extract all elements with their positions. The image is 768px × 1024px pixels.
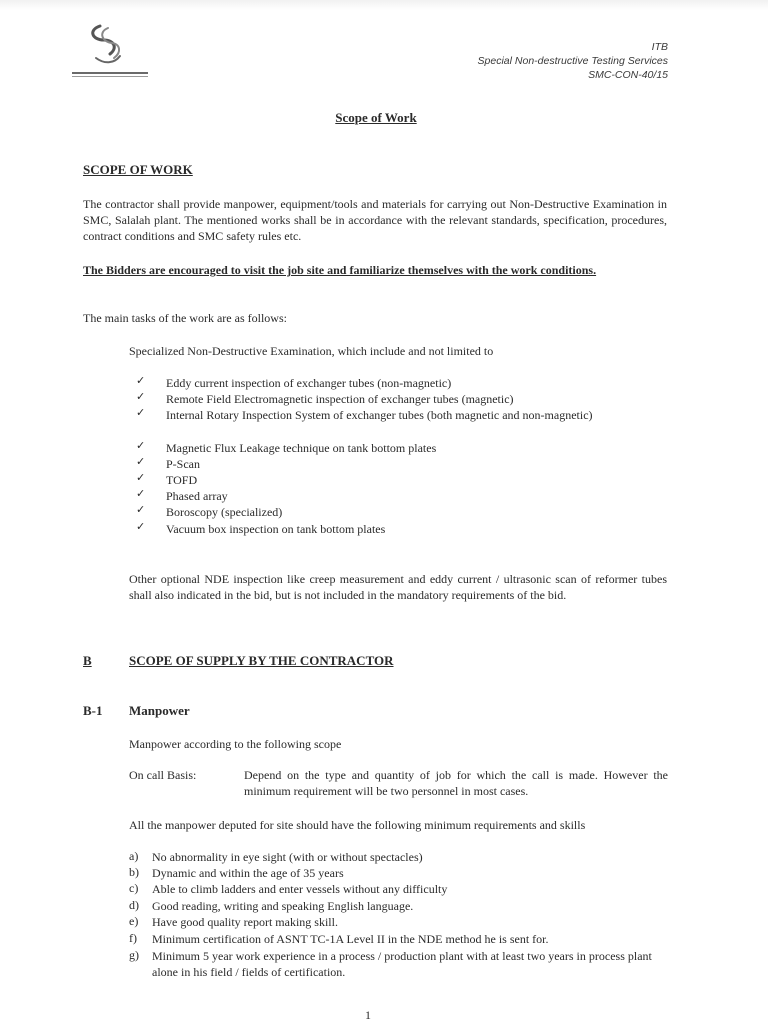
requirement-letter: a) bbox=[129, 849, 139, 863]
requirement-letter: c) bbox=[129, 881, 139, 895]
main-tasks-line: The main tasks of the work are as follows: bbox=[83, 311, 287, 325]
requirement-item: No abnormality in eye sight (with or without spectacles) bbox=[152, 850, 423, 864]
checklist-item: Vacuum box inspection on tank bottom plates bbox=[166, 522, 386, 536]
checklist-item: Phased array bbox=[166, 489, 228, 503]
section-b-title: SCOPE OF SUPPLY BY THE CONTRACTOR bbox=[129, 653, 394, 668]
check-icon: ✓ bbox=[136, 488, 146, 500]
page-number: 1 bbox=[365, 1008, 371, 1022]
section-b1-label: B-1 bbox=[83, 703, 103, 718]
checklist-item: Eddy current inspection of exchanger tubes (non-magnetic) bbox=[166, 376, 452, 390]
requirement-item: Able to climb ladders and enter vessels without any difficulty bbox=[152, 882, 448, 896]
check-icon: ✓ bbox=[136, 472, 146, 484]
check-icon: ✓ bbox=[136, 456, 146, 468]
manpower-intro: Manpower according to the following scope bbox=[129, 737, 342, 751]
document-header bbox=[478, 40, 668, 82]
logo-emblem-icon bbox=[70, 20, 150, 70]
check-icon: ✓ bbox=[136, 407, 146, 419]
header-line-1: ITB bbox=[651, 41, 668, 53]
requirement-letter: b) bbox=[129, 865, 139, 879]
on-call-text: Depend on the type and quantity of job for which the call is made. However the minimum requirement will be two personnel in most cases. bbox=[244, 768, 668, 798]
section-b-label: B bbox=[83, 653, 92, 668]
checklist-item: TOFD bbox=[166, 473, 198, 487]
optional-paragraph: Other optional NDE inspection like creep measurement and eddy current / ultrasonic scan of reformer tubes shall also indicated in the bid, but is not included in the mandatory requirements of the bid. bbox=[129, 572, 667, 602]
checklist-item: Magnetic Flux Leakage technique on tank bottom plates bbox=[166, 441, 437, 455]
section-heading: SCOPE OF WORK bbox=[83, 162, 193, 177]
requirement-letter: f) bbox=[129, 931, 137, 945]
requirement-item: Minimum 5 year work experience in a process / production plant with at least two years in process plant alone in his field / fields of certification. bbox=[152, 949, 652, 979]
check-icon: ✓ bbox=[136, 391, 146, 403]
section-b1-title: Manpower bbox=[129, 703, 190, 718]
check-icon: ✓ bbox=[136, 504, 146, 516]
checklist-item: Remote Field Electromagnetic inspection of exchanger tubes (magnetic) bbox=[166, 392, 514, 406]
on-call-label: On call Basis: bbox=[129, 768, 197, 782]
bidders-note: The Bidders are encouraged to visit the job site and familiarize themselves with the work conditions. bbox=[83, 263, 597, 277]
requirement-item: Have good quality report making skill. bbox=[152, 915, 338, 929]
scan-shadow-band bbox=[0, 0, 768, 10]
check-icon: ✓ bbox=[136, 375, 146, 387]
requirement-item: Minimum certification of ASNT TC-1A Level II in the NDE method he is sent for. bbox=[152, 932, 549, 946]
header-line-3: SMC-CON-40/15 bbox=[588, 69, 668, 81]
checklist-item: P-Scan bbox=[166, 457, 200, 471]
requirements-intro: All the manpower deputed for site should have the following minimum requirements and skills bbox=[129, 818, 586, 832]
requirement-letter: e) bbox=[129, 914, 139, 928]
requirement-item: Dynamic and within the age of 35 years bbox=[152, 866, 344, 880]
header-line-2: Special Non-destructive Testing Services bbox=[477, 55, 668, 67]
page-title: Scope of Work bbox=[335, 110, 417, 125]
requirement-letter: g) bbox=[129, 948, 139, 962]
company-logo bbox=[70, 20, 150, 86]
requirement-letter: d) bbox=[129, 898, 139, 912]
check-icon: ✓ bbox=[136, 440, 146, 452]
specialized-intro: Specialized Non-Destructive Examination, which include and not limited to bbox=[129, 344, 494, 358]
checklist-item: Internal Rotary Inspection System of exchanger tubes (both magnetic and non-magnetic) bbox=[166, 408, 593, 422]
requirement-item: Good reading, writing and speaking English language. bbox=[152, 899, 414, 913]
logo-wordmark bbox=[70, 70, 150, 82]
checklist-item: Boroscopy (specialized) bbox=[166, 505, 283, 519]
check-icon: ✓ bbox=[136, 521, 146, 533]
intro-paragraph: The contractor shall provide manpower, equipment/tools and materials for carrying out Non-Destructive Examination in SMC, Salalah plant. The mentioned works shall be in accordance with the relevant standards, specification, procedures, contract conditions and SMC safety rules etc. bbox=[83, 197, 667, 243]
